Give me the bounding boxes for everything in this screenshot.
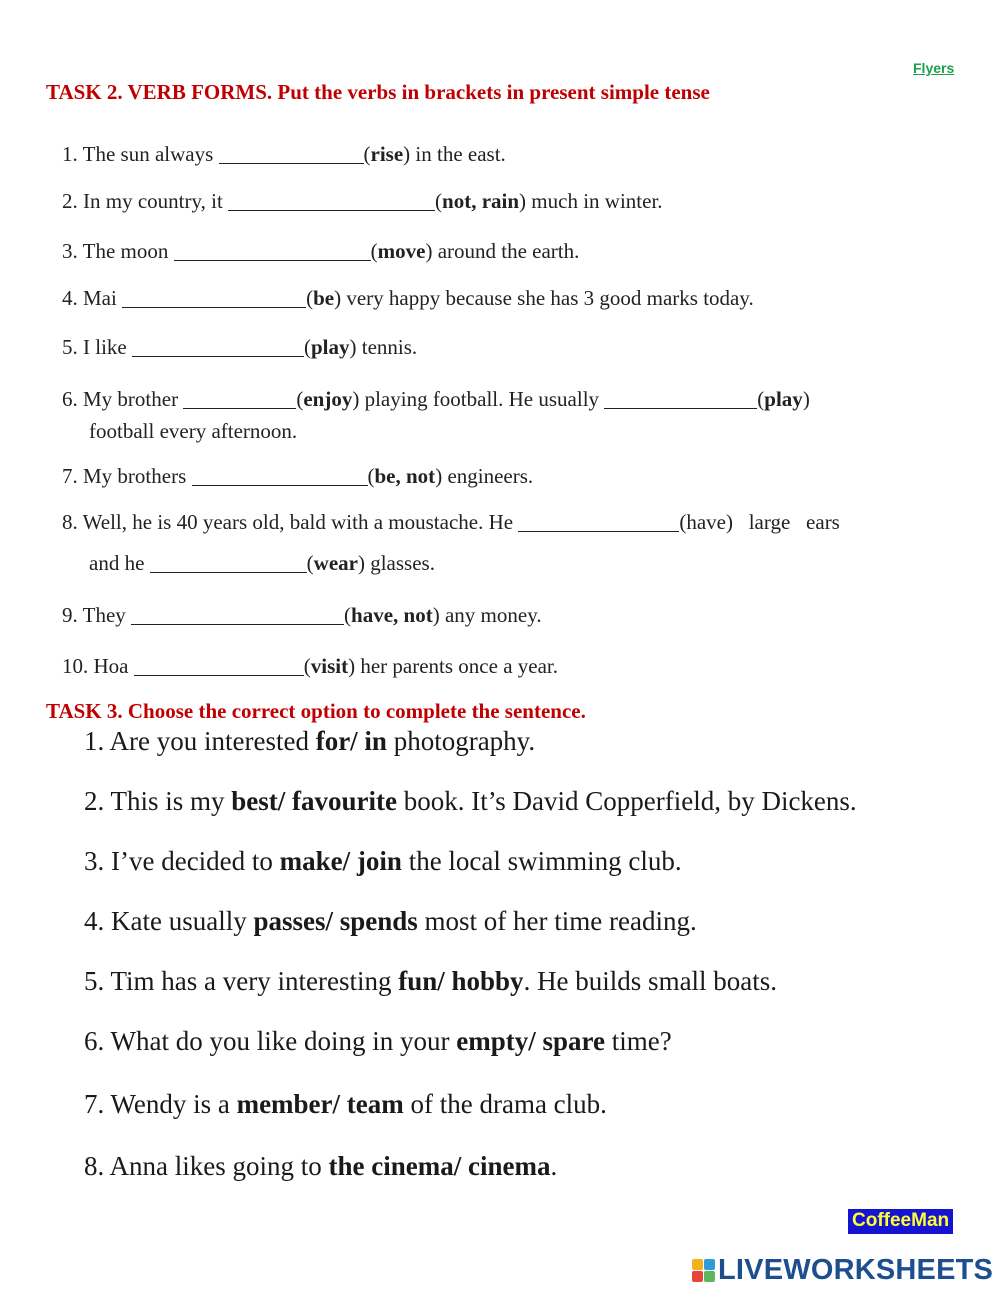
item-text: The sun always <box>82 142 219 166</box>
verb-hint: move <box>377 239 426 263</box>
item-text: My brother <box>83 387 184 411</box>
option-choice[interactable]: best/ favourite <box>231 786 397 816</box>
task2-item-8 <box>62 510 840 535</box>
item-text: Mai <box>83 286 123 310</box>
answer-blank[interactable] <box>604 387 757 409</box>
item-number: 1. <box>62 142 78 166</box>
option-choice[interactable]: fun/ hobby <box>398 966 524 996</box>
task2-item-7: 7. My brothers (be, not) engineers. <box>62 464 534 488</box>
task2-item-3: 3. The moon (move) around the earth. <box>62 239 580 263</box>
item-text: her parents once a year. <box>355 654 558 678</box>
item-number: 7. <box>84 1089 105 1119</box>
item-number: 9. <box>62 603 78 627</box>
answer-blank[interactable] <box>122 286 306 308</box>
task2-item-4: 4. Mai (be) very happy because she has 3 good marks today. <box>62 286 754 310</box>
liveworksheets-icon <box>692 1259 715 1282</box>
item-number: 6. <box>84 1026 105 1056</box>
item-text: tennis. <box>356 335 418 359</box>
item-number: 2. <box>62 189 78 213</box>
task3-item-4 <box>84 906 697 937</box>
answer-blank[interactable] <box>183 387 296 409</box>
item-text: most of her time reading. <box>417 906 697 936</box>
task3-item-2 <box>84 786 857 817</box>
verb-hint: visit <box>310 654 349 678</box>
item-number: 8. <box>62 510 78 534</box>
item-number: 3. <box>84 846 105 876</box>
item-text: Kate usually <box>111 906 254 936</box>
item-text: In my country, it <box>83 189 229 213</box>
liveworksheets-brand: LIVEWORKSHEETS <box>718 1254 994 1286</box>
verb-hint: rise <box>370 142 404 166</box>
task2-item-5: 5. I like (play) tennis. <box>62 335 418 359</box>
verb-hint: enjoy <box>303 387 353 411</box>
item-number: 6. <box>62 387 78 411</box>
task2-item-8-continued: and he (wear) glasses. <box>89 551 435 575</box>
item-number: 5. <box>84 966 105 996</box>
option-choice[interactable]: passes/ spends <box>253 906 418 936</box>
verb-hint: not, rain <box>442 189 520 213</box>
item-text: any money. <box>439 603 542 627</box>
item-text: My brothers <box>83 464 192 488</box>
item-number: 1. <box>84 726 105 756</box>
verb-hint: have, not <box>351 603 433 627</box>
item-text: photography. <box>386 726 536 756</box>
answer-blank[interactable] <box>219 142 364 164</box>
liveworksheets-logo[interactable] <box>692 1254 993 1287</box>
task2-item-1: 1. The sun always (rise) in the east. <box>62 142 506 166</box>
item-text: They <box>82 603 132 627</box>
item-text: much in winter. <box>526 189 663 213</box>
task2-item-2: 2. In my country, it (not, rain) much in winter. <box>62 189 663 213</box>
answer-blank[interactable] <box>518 510 679 532</box>
task3-item-1 <box>84 726 535 757</box>
option-choice[interactable]: member/ team <box>236 1089 404 1119</box>
item-text: The moon <box>82 239 174 263</box>
item-text: Hoa <box>93 654 134 678</box>
option-choice[interactable]: empty/ spare <box>456 1026 605 1056</box>
item-text: in the east. <box>410 142 506 166</box>
item-text: glasses. <box>364 551 435 575</box>
item-text: book. It’s David Copperfield, by Dickens. <box>397 786 857 816</box>
task3-title: TASK 3. Choose the correct option to complete the sentence. <box>46 699 586 723</box>
answer-blank[interactable] <box>132 335 304 357</box>
item-text: engineers. <box>442 464 534 488</box>
task2-title: TASK 2. VERB FORMS. Put the verbs in brackets in present simple tense <box>46 80 710 104</box>
verb-hint: be <box>313 286 335 310</box>
item-text: Tim has a very interesting <box>110 966 399 996</box>
task3-item-6 <box>84 1026 672 1057</box>
answer-blank[interactable] <box>174 239 371 261</box>
item-number: 10. <box>62 654 89 678</box>
answer-blank[interactable] <box>150 551 307 573</box>
item-text: and he <box>89 551 150 575</box>
item-text: Anna likes going to <box>109 1151 329 1181</box>
item-text: around the earth. <box>432 239 580 263</box>
item-number: 4. <box>84 906 105 936</box>
author-badge: CoffeeMan <box>848 1209 953 1234</box>
option-choice[interactable]: make/ join <box>279 846 402 876</box>
item-text: Wendy is a <box>110 1089 237 1119</box>
task3-item-8 <box>84 1151 557 1182</box>
item-number: 5. <box>62 335 78 359</box>
verb-hint: play <box>310 335 350 359</box>
task2-item-10: 10. Hoa (visit) her parents once a year. <box>62 654 558 678</box>
item-text: I like <box>83 335 132 359</box>
item-number: 2. <box>84 786 105 816</box>
item-text: of the drama club. <box>403 1089 607 1119</box>
item-text: time? <box>604 1026 672 1056</box>
item-text: Are you interested <box>109 726 316 756</box>
item-text: What do you like doing in your <box>110 1026 457 1056</box>
item-text: very happy because she has 3 good marks today. <box>341 286 754 310</box>
answer-blank[interactable] <box>228 189 435 211</box>
verb-hint: wear <box>313 551 358 575</box>
option-choice[interactable]: the cinema/ cinema <box>328 1151 551 1181</box>
answer-blank[interactable] <box>192 464 368 486</box>
item-text: This is my <box>110 786 232 816</box>
answer-blank[interactable] <box>134 654 304 676</box>
item-text: . He builds small boats. <box>523 966 778 996</box>
verb-hint: be, not <box>374 464 436 488</box>
item-text: the local swimming club. <box>401 846 682 876</box>
item-number: 8. <box>84 1151 105 1181</box>
item-text: I’ve decided to <box>111 846 280 876</box>
verb-hint: (have) large ears <box>679 510 840 534</box>
task3-item-7 <box>84 1089 607 1120</box>
answer-blank[interactable] <box>131 603 344 625</box>
task3-item-3 <box>84 846 682 877</box>
option-choice[interactable]: for/ in <box>315 726 387 756</box>
task2-item-9: 9. They (have, not) any money. <box>62 603 542 627</box>
level-label: Flyers <box>913 60 955 76</box>
item-number: 4. <box>62 286 78 310</box>
task2-item-6-continued: football every afternoon. <box>89 419 298 443</box>
item-text: Well, he is 40 years old, bald with a moustache. He <box>82 510 519 534</box>
item-number: 7. <box>62 464 78 488</box>
task2-item-6: 6. My brother (enjoy) playing football. He usually (play) <box>62 387 810 411</box>
item-text: playing football. He usually <box>359 387 605 411</box>
item-text: . <box>550 1151 558 1181</box>
verb-hint: play <box>764 387 803 411</box>
item-number: 3. <box>62 239 78 263</box>
task3-item-5 <box>84 966 777 997</box>
